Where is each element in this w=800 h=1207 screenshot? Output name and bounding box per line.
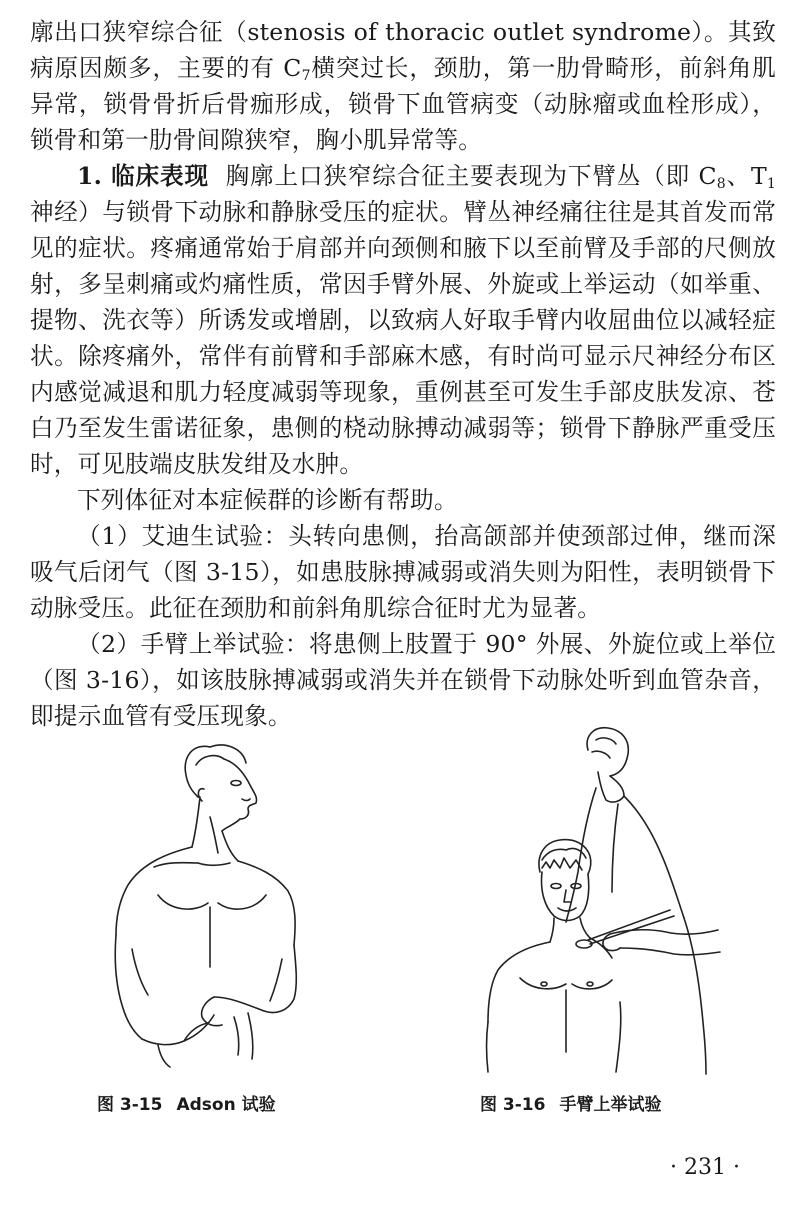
paragraph-causes-text-b: 横突过长，颈肋，第一肋骨畸形，前斜角肌异常，锁骨骨折后骨痂形成，锁骨下血管病变（动脉瘤或血栓形成），锁骨和第一肋骨间隙狭窄，胸小肌异常等。 <box>30 54 776 154</box>
subscript-c8: 8 <box>716 176 726 192</box>
figure-caption-arm-raise <box>480 1090 661 1115</box>
paragraph-clinical-text-c: 神经）与锁骨下动脉和静脉受压的症状。臂丛神经痛往往是其首发而常见的症状。疼痛通常始于肩部并向颈侧和腋下以至前臂及手部的尺侧放射，多呈刺痛或灼痛性质，常因手臂外展、外旋或上举运动（如举重、提物、洗衣等）所诱发或增剧，以致病人好取手臂内收屈曲位以减轻症状。除疼痛外，常伴有前臂和手部麻木感，有时尚可显示尺神经分布区内感觉减退和肌力轻度减弱等现象，重例甚至可发生手部皮肤发凉、苍白乃至发生雷诺征象，患侧的桡动脉搏动减弱等；锁骨下静脉严重受压时，可见肢端皮肤发绀及水肿。 <box>30 198 776 478</box>
arm-raise-test-drawing <box>470 722 730 1082</box>
figure-title: Adson 试验 <box>176 1095 276 1115</box>
paragraph-causes <box>30 14 776 158</box>
page-number: · 231 · <box>670 1155 740 1180</box>
figure-number: 图 3-15 <box>97 1095 163 1115</box>
body-text <box>30 14 776 734</box>
paragraph-signs-intro: 下列体征对本症候群的诊断有帮助。 <box>77 486 458 514</box>
subscript-c7: 7 <box>301 68 311 84</box>
adson-test-drawing <box>98 735 323 1080</box>
paragraph-adson-test: （1）艾迪生试验：头转向患侧，抬高颌部并使颈部过伸，继而深吸气后闭气（图 3-15），如患肢脉搏减弱或消失则为阳性，表明锁骨下动脉受压。此征在颈肋和前斜角肌综合征时尤为显著。 <box>30 522 776 622</box>
figure-title: 手臂上举试验 <box>559 1095 662 1115</box>
paragraph-clinical-text-a: 胸廓上口狭窄综合征主要表现为下臂丛（即 C <box>225 162 717 190</box>
section-heading-clinical: 1. 临床表现 <box>77 162 209 190</box>
paragraph-clinical <box>30 158 776 482</box>
figure-arm-raise-test <box>470 722 730 1082</box>
paragraph-clinical-text-b: 、T <box>725 162 767 190</box>
paragraph-arm-raise-test: （2）手臂上举试验：将患侧上肢置于 90° 外展、外旋位或上举位（图 3-16），如该肢脉搏减弱或消失并在锁骨下动脉处听到血管杂音，即提示血管有受压现象。 <box>30 630 776 730</box>
paragraph-causes-text-a: 廓出口狭窄综合征（stenosis of thoracic outlet syndrome）。其致病原因颇多，主要的有 C <box>30 18 776 82</box>
figure-caption-adson <box>97 1090 276 1115</box>
subscript-t1: 1 <box>766 176 776 192</box>
figure-adson-test <box>98 735 323 1080</box>
figure-number: 图 3-16 <box>480 1095 546 1115</box>
